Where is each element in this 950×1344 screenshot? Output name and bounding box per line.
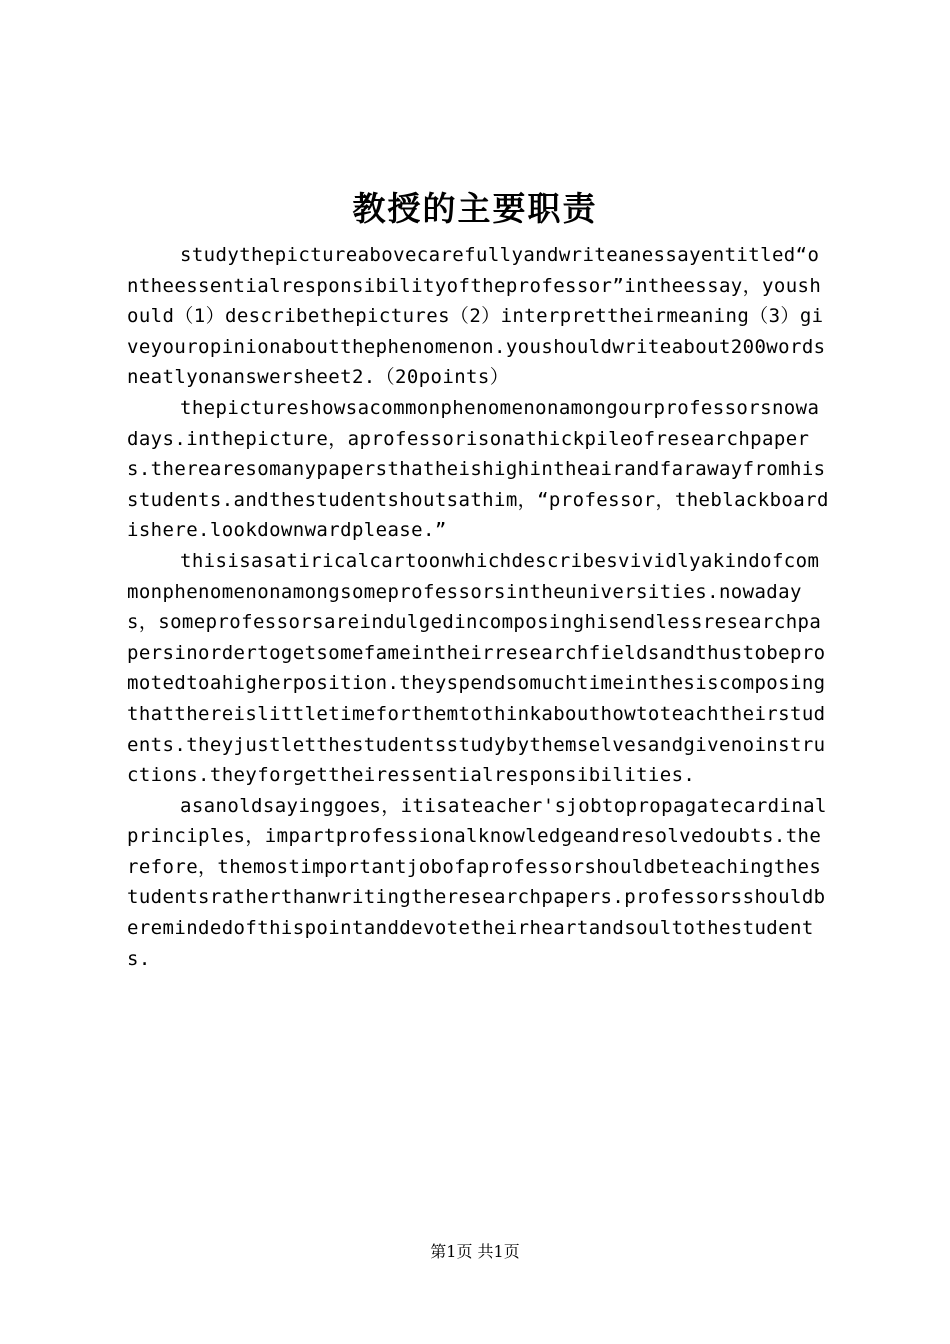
- paragraph-interpretation: thisisasatiricalcartoonwhichdescribesvividlyakindofcommonphenomenonamongsomeprofessorsintheuniversities.nowadays，someprofessorsareindulgedincomposinghisendlessresearchpapersinordertogetsomefameintheirresearchfieldsandthustobepromotedtoahigherposition.theyspendsomuchtimeinthesiscomposingthatthereislittletimeforthemtothinkabouthowtoteachtheirstudents.theyjustletthestudentsstudybythemselvesandgivenoinstructions.theyforgettheiressentialresponsibilities.: [127, 549, 826, 787]
- document-body: [127, 240, 830, 974]
- paragraph-opinion: asanoldsayinggoes，itisateacher'sjobtopropagatecardinalprinciples，impartprofessionalknowledgeandresolvedoubts.therefore，themostimportantjobofaprofessorshouldbeteachingthestudentsratherthanwritingtheresearchpapers.professorsshouldberemindedofthispointanddevotetheirheartandsoultothestudents.: [127, 794, 827, 970]
- document-title: 教授的主要职责: [352, 189, 598, 228]
- page-footer: [0, 1240, 950, 1264]
- paragraph-picture-description: thepictureshowsacommonphenomenonamongourprofessorsnowadays.inthepicture，aprofessorisonathickpileofresearchpapers.therearesomanypapersthatheishighintheairandfarawayfromhisstudents.andthestudentshoutsathim，“professor，theblackboardishere.lookdownwardplease.”: [127, 396, 829, 542]
- page-number-text: 第1页 共1页: [430, 1242, 520, 1261]
- paragraph-instructions: studythepictureabovecarefullyandwriteanessayentitled“ontheessentialresponsibilityoftheprofessor”intheessay，youshould（1）describethepictures（2）interprettheirmeaning（3）giveyouropinionaboutthephenomenon.youshouldwriteabout200wordsneatlyonanswersheet2.（20points）: [127, 244, 826, 389]
